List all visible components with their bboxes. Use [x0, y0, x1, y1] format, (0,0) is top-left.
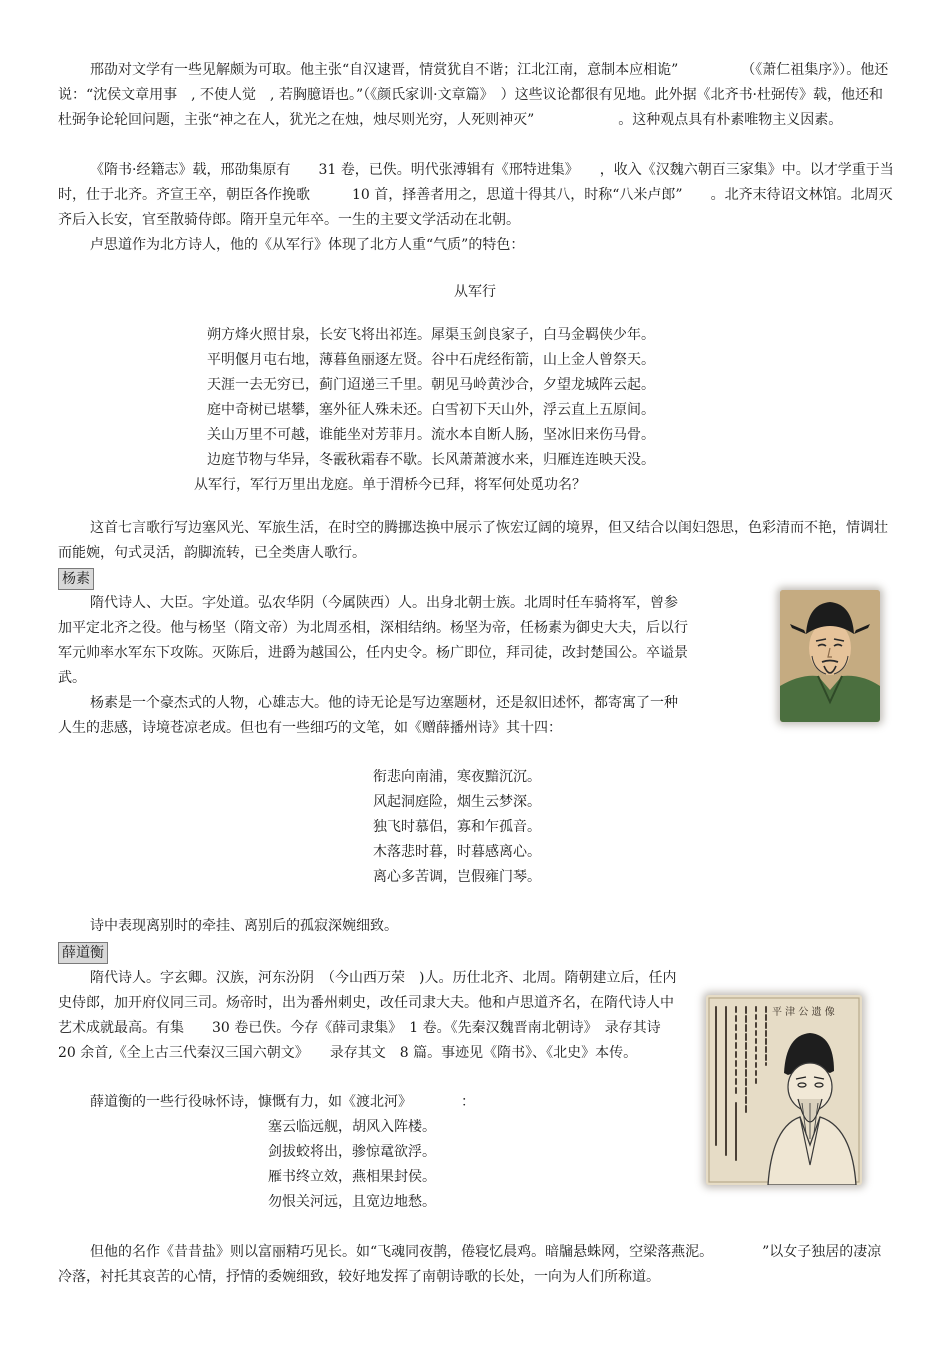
- poem-line: 剑拔蛟将出，骖惊鼋欲浮。: [268, 1144, 436, 1160]
- poem-line: 勿恨关河远，且宽边地愁。: [268, 1194, 436, 1210]
- poem-line: 离心多苦调，岂假雍门琴。: [373, 869, 541, 885]
- yangsu-paragraph: 杨素是一个豪杰式的人物，心雄志大。他的诗无论是写边塞题材，还是叙旧述怀，都寄寓了一种人生的悲感，诗境苍凉老成。但也有一些细巧的文笔，如《赠薛播州诗》其十四：: [58, 695, 678, 736]
- poem-line: 雁书终立效，燕相果封侯。: [268, 1169, 436, 1185]
- portrait-image: [780, 590, 880, 722]
- poem-line: 从军行，军行万里出龙庭。单于渭桥今已拜，将军何处觅功名？: [194, 477, 586, 493]
- portrait-inscription: 平 津 公 遗 像: [772, 1007, 835, 1018]
- poem-commentary: 这首七言歌行写边塞风光、军旅生活，在时空的腾挪迭换中展示了恢宏辽阔的境界，但又结合以闺妇怨思，色彩清而不艳，情调壮而能婉，句式灵活，韵脚流转，已全类唐人歌行。: [58, 520, 888, 561]
- yangsu-commentary: 诗中表现离别时的牵挂、离别后的孤寂深婉细致。: [90, 918, 398, 934]
- xuedaoheng-portrait: [706, 995, 862, 1185]
- intro-paragraph-lusidao: 卢思道作为北方诗人，他的《从军行》体现了北方人重“气质”的特色：: [90, 237, 525, 253]
- poem-line: 朔方烽火照甘泉，长安飞将出祁连。犀渠玉剑良家子，白马金羁侠少年。: [207, 327, 655, 343]
- poem-line: 边庭节物与华异，冬霰秋霜春不歇。长风萧萧渡水来，归雁连连映天没。: [207, 452, 655, 468]
- yangsu-bio: 隋代诗人、大臣。字处道。弘农华阴（今属陕西）人。出身北朝士族。北周时任车骑将军，曾参加平定北齐之役。他与杨坚（隋文帝）为北周丞相，深相结纳。杨坚为帝，任杨素为御史大夫，后以行军元帅率水军东下攻陈。灭陈后，进爵为越国公，任内史令。杨广即位，拜司徒，改封楚国公。卒谥景武。: [58, 595, 688, 686]
- poem-line: 关山万里不可越，谁能坐对芳菲月。流水本自断人肠，坚冰旧来伤马骨。: [207, 427, 655, 443]
- poem-line: 天涯一去无穷已，蓟门迢递三千里。朝见马岭黄沙合，夕望龙城阵云起。: [207, 377, 655, 393]
- intro-paragraph-collections: 《隋书·经籍志》载，邢劭集原有 31 卷，已佚。明代张溥辑有《邢特进集》 ，收入《汉魏六朝百三家集》中。以才学重于当时，仕于北齐。齐宣王卒，朝臣各作挽歌 10 首，择善者用之，思道十得其八，时称“八米卢郎” 。北齐末待诏文林馆。北周灭齐后入长安，官至散骑侍郎。隋开皇元年卒。一生的主要文学活动在北朝。: [58, 162, 894, 228]
- xue-paragraph: 薛道衡的一些行役咏怀诗，慷慨有力，如《渡北河》 ：: [90, 1094, 475, 1110]
- section-label-xuedaoheng: 薛道衡: [58, 942, 108, 964]
- xue-bio: 隋代诗人。字玄卿。汉族，河东汾阴 （今山西万荣 )人。历仕北齐、北周。隋朝建立后，任内史侍郎，加开府仪同三司。炀帝时，出为番州刺史，改任司隶大夫。他和卢思道齐名，在隋代诗人中艺术成就最高。有集 30 卷已佚。今存《薛司隶集》 1 卷。《先秦汉魏晋南北朝诗》 录存其诗 20 余首,《全上古三代秦汉三国六朝文》 录存其文 8 篇。事迹见《隋书》、《北史》本传。: [58, 970, 677, 1061]
- poem-congjunxing: [194, 323, 655, 498]
- poem-line: 庭中奇树已堪攀，塞外征人殊未还。白雪初下天山外，浮云直上五原间。: [207, 402, 655, 418]
- portrait-image: [706, 995, 862, 1185]
- poem-line: 衔悲向南浦，寒夜黯沉沉。: [373, 769, 541, 785]
- yangsu-portrait: [780, 590, 880, 722]
- poem-line: 塞云临远舰，胡风入阵楼。: [268, 1119, 436, 1135]
- intro-paragraph-xingshao: 邢劭对文学有一些见解颇为可取。他主张“自汉逮晋，情赏犹自不谐；江北江南，意制本应相诡” （《萧仁祖集序》）。他还说：“沈侯文章用事 , 不使人觉 , 若胸臆语也。”（《颜氏家训·文章篇》 ）这些议论都很有见地。此外据《北齐书·杜弼传》载，他还和杜弼争论轮回问题，主张“神之在人，犹光之在烛，烛尽则光穷，人死则神灭” 。这种观点具有朴素唯物主义因素。: [58, 62, 889, 128]
- section-label-yangsu: 杨素: [58, 568, 94, 590]
- poem-line: 独飞时慕侣，寡和乍孤音。: [373, 819, 541, 835]
- poem-line: 平明偃月屯右地，薄暮鱼丽逐左贤。谷中石虎经衔箭，山上金人曾祭天。: [207, 352, 655, 368]
- poem-title: 从军行: [454, 284, 496, 300]
- poem-du-beihe: [268, 1115, 436, 1215]
- poem-zeng-xue-bozhou: [373, 765, 541, 890]
- xue-commentary: 但他的名作《昔昔盐》则以富丽精巧见长。如“飞魂同夜鹊，倦寝忆晨鸡。暗牖悬蛛网，空梁落燕泥。 ”以女子独居的凄凉冷落，衬托其哀苦的心情，抒情的委婉细致，较好地发挥了南朝诗歌的长处，一向为人们所称道。: [58, 1244, 882, 1285]
- poem-line: 风起洞庭险，烟生云梦深。: [373, 794, 541, 810]
- poem-line: 木落悲时暮，时暮感离心。: [373, 844, 541, 860]
